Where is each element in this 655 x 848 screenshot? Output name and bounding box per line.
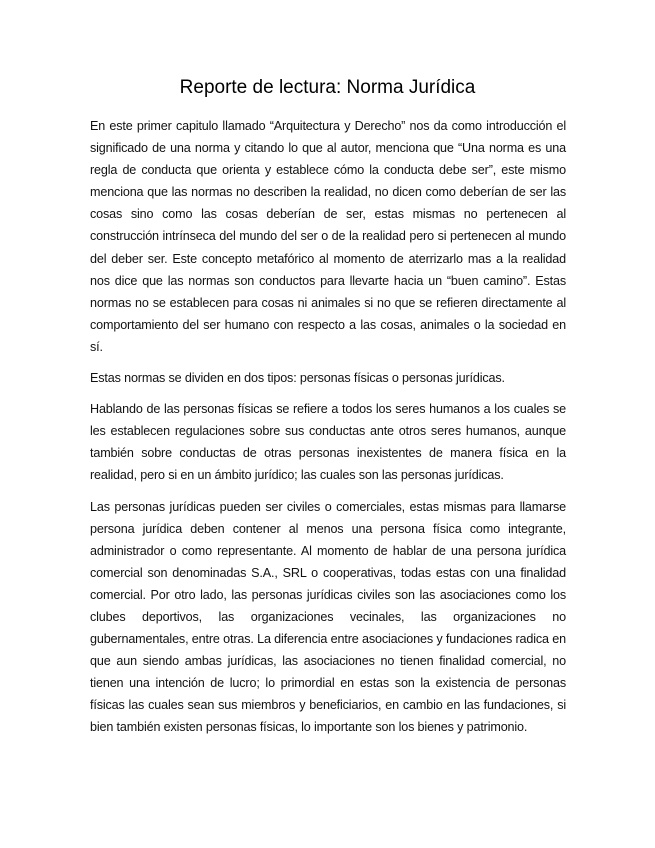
paragraph-3: Hablando de las personas físicas se refiere a todos los seres humanos a los cuales se les establecen regulaciones sobre sus conductas ante otros seres humanos, aunque también sobre conductas de otras personas inexistentes de manera física en la realidad, pero si en un ámbito jurídico; las cuales son las personas jurídicas. [90, 402, 566, 483]
paragraph-2: Estas normas se dividen en dos tipos: personas físicas o personas jurídicas. [90, 371, 505, 386]
document-body [90, 115, 566, 748]
paragraph-4: Las personas jurídicas pueden ser civiles o comerciales, estas mismas para llamarse persona jurídica deben contener al menos una persona física como integrante, administrador o como representante. Al momento de hablar de una persona jurídica comercial son denominadas S.A., SRL o cooperativas, todas estas con una finalidad comercial. Por otro lado, las personas jurídicas civiles son las asociaciones como los clubes deportivos, las organizaciones vecinales, las organizaciones no gubernamentales, entre otras. La diferencia entre asociaciones y fundaciones radica en que aun siendo ambas jurídicas, las asociaciones no tienen finalidad comercial, no tienen una intención de lucro; lo primordial en estas son la existencia de personas físicas las cuales sean sus miembros y beneficiarios, en cambio en las fundaciones, si bien también existen personas físicas, lo importante son los bienes y patrimonio. [90, 499, 566, 735]
paragraph-1: En este primer capitulo llamado “Arquitectura y Derecho” nos da como introducción el significado de una norma y citando lo que al autor, menciona que “Una norma es una regla de conducta que orienta y establece cómo la conducta debe ser”, este mismo menciona que las normas no describen la realidad, no dicen como deberían de ser las cosas sino como las cosas deberían de ser, estas mismas no pertenecen al construcción intrínseca del mundo del ser o de la realidad pero si pertenecen al mundo del deber ser. Este concepto metafórico al momento de aterrizarlo mas a la realidad nos dice que las normas son conductos para llevarte hacia un “buen camino”. Estas normas no se establecen para cosas ni animales si no que se refieren directamente al comportamiento del ser humano con respecto a las cosas, animales o la sociedad en sí. [90, 119, 566, 354]
document-title: Reporte de lectura: Norma Jurídica [179, 77, 476, 98]
